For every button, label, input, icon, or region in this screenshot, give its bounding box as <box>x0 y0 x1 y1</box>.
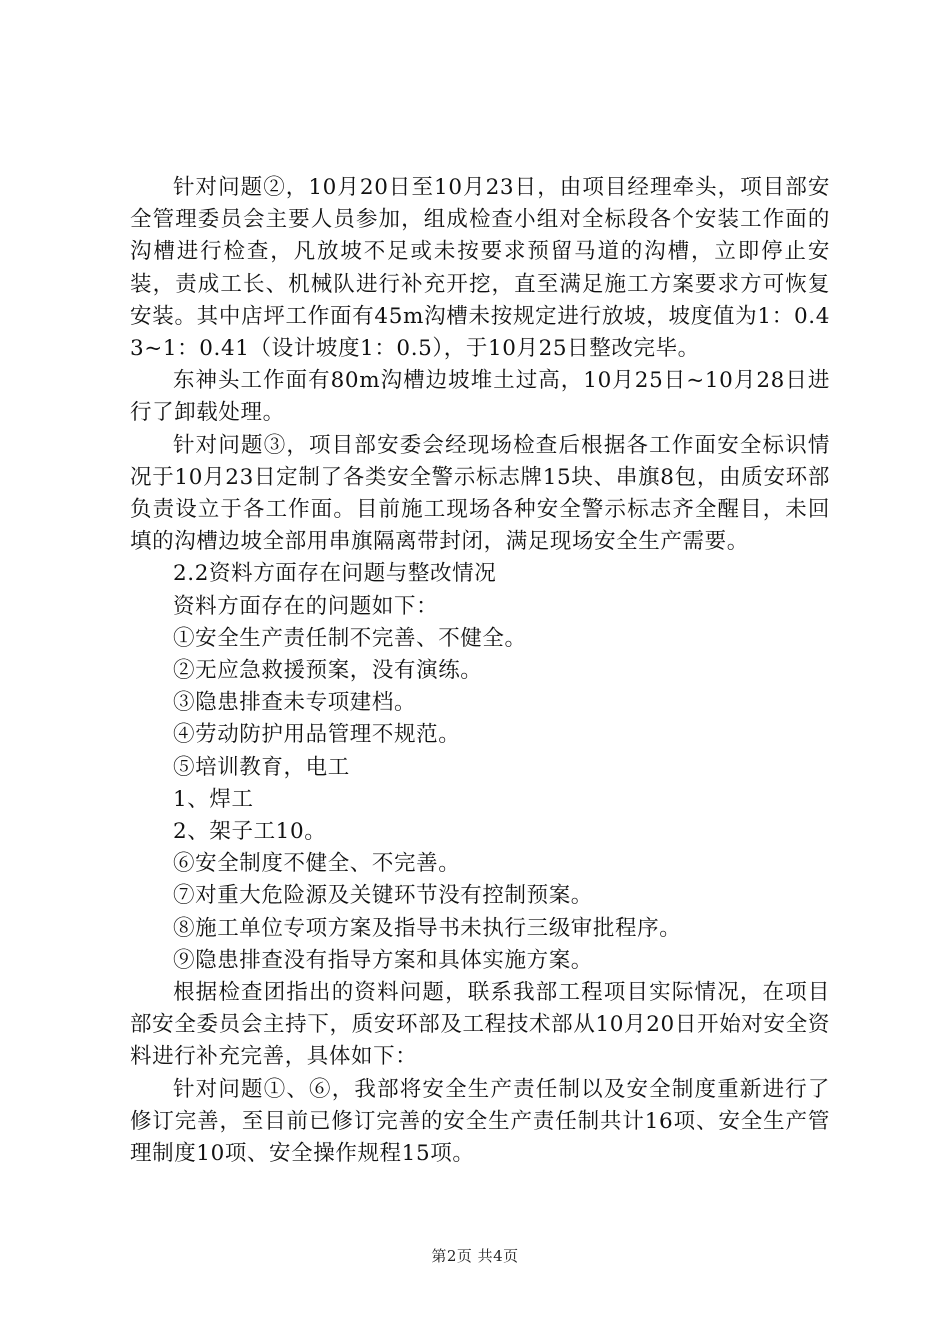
list-item: ③隐患排查未专项建档。 <box>173 690 417 716</box>
paragraph-issue-2: 针对问题②，10月20日至10月23日，由项目经理牵头，项目部安全管理委员会主要人员参加，组成检查小组对全标段各个安装工作面的沟槽进行检查，凡放坡不足或未按要求预留马道的沟槽，立即停止安装，责成工长、机械队进行补充开挖，直至满足施工方案要求方可恢复安装。其中店坪工作面有45m沟槽未按规定进行放坡，坡度值为1：0.43~1：0.41（设计坡度1：0.5），于10月25日整改完毕。 <box>130 175 830 362</box>
paragraph-issue-1-6: 针对问题①、⑥，我部将安全生产责任制以及安全制度重新进行了修订完善，至目前已修订完善的安全生产责任制共计16项、安全生产管理制度10项、安全操作规程15项。 <box>130 1076 830 1167</box>
list-item: ⑨隐患排查没有指导方案和具体实施方案。 <box>173 947 593 973</box>
paragraph-dongshentou: 东神头工作面有80m沟槽边坡堆土过高，10月25日~10月28日进行了卸载处理。 <box>130 368 830 426</box>
list-item: ⑧施工单位专项方案及指导书未执行三级审批程序。 <box>173 915 682 941</box>
list-item: ⑤培训教育，电工 <box>173 754 350 780</box>
list-item: 2、架子工10。 <box>173 819 327 845</box>
list-item: ⑥安全制度不健全、不完善。 <box>173 851 461 877</box>
list-item: ②无应急救援预案，没有演练。 <box>173 658 483 684</box>
list-item: ④劳动防护用品管理不规范。 <box>173 722 461 748</box>
list-item: 1、焊工 <box>173 786 254 812</box>
list-item: ①安全生产责任制不完善、不健全。 <box>173 625 527 651</box>
paragraph-issue-3: 针对问题③，项目部安委会经现场检查后根据各工作面安全标识情况于10月23日定制了各类安全警示标志牌15块、串旗8包，由质安环部负责设立于各工作面。目前施工现场各种安全警示标志齐全醒目，未回填的沟槽边坡全部用串旗隔离带封闭，满足现场安全生产需要。 <box>130 432 830 555</box>
paragraph-response-intro: 根据检查团指出的资料问题，联系我部工程项目实际情况，在项目部安全委员会主持下，质安环部及工程技术部从10月20日开始对安全资料进行补充完善，具体如下： <box>130 980 830 1070</box>
list-intro: 资料方面存在的问题如下： <box>173 593 439 619</box>
document-body <box>130 172 830 1170</box>
section-heading: 2.2资料方面存在问题与整改情况 <box>173 561 497 587</box>
page-number: 第2页 共4页 <box>431 1247 519 1265</box>
list-item: ⑦对重大危险源及关键环节没有控制预案。 <box>173 883 593 909</box>
